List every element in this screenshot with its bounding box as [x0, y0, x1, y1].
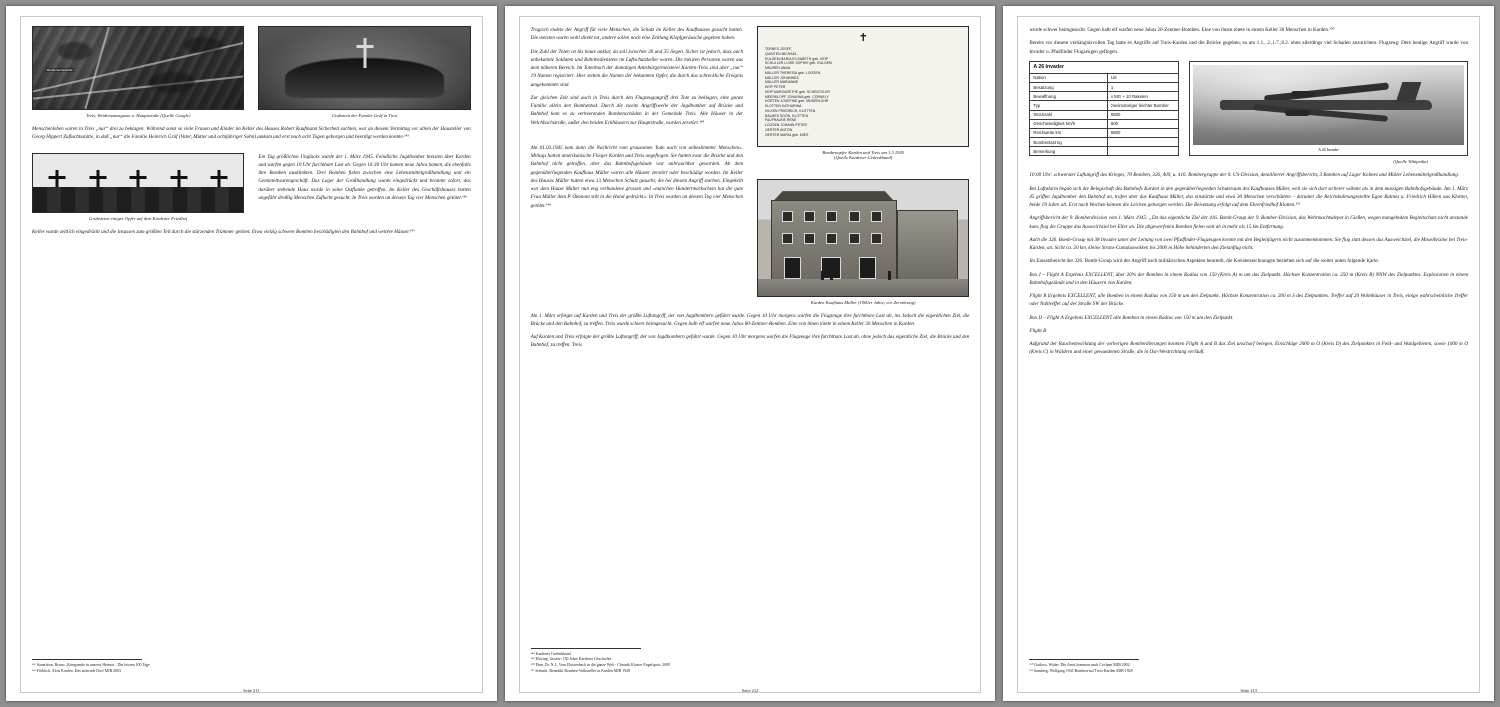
page3-paragraph-2: Bereits vor diesem verhängnisvollen Tag hatte es Angriffe auf Treis-Karden und die Brücke gegeben, so am 1.1., 2.,1.7.,8.2. ohne allerdings viel Schaden anzurichten. Flugzeug: Dere heutige Angriff wurde von Invader u. Pfadfinder Flugzeugen geflogen.: [1029, 40, 1469, 55]
crosses-ground-strip: [33, 187, 243, 211]
table-row: [1030, 147, 1179, 156]
table-cell-key: Geschwindigkeit km/h: [1030, 119, 1107, 128]
page2-paragraph-6: Auf Karden und Treis erfolgte der größte Luftangriff, der von Jagdbombern geführt wurde. Gegen 10 Uhr morgens warfen die Flugzeuge ihre furchtbare Last ab, ohne jedoch das eigentliche Ziel, die Brücke und den Bahnhof, zu treffen. Treis: [530, 334, 970, 349]
page1-paragraph-2: Ein Tag größlichen Unglücks wurde der 1. März 1945. Feindliche Jagdbomber kreisten über Karden und warfen gegen 10 Uhr furchtbare Last ab. Gegen 10:30 Uhr kamen neue Jabos kamen, die ebenfalls ihre Bomben ausklinkten. Drei Bomben fielen zwischen eine Lebensmittelgroßhandlung und ein Gemieteltwarengeschäft. Das Lager der Großhandlung wurde eingedrückt und brannte sofort, das darüber stehende Haus wurde in seine Ostflanke getroffen. Im Keller des Geschäftshauses hatten ungefähr dreißig Menschen Zuflucht gesucht. In Treis wurden an diesem Tag vier Menschen getötet.¹⁴⁶: [258, 153, 471, 201]
aerial-map-label: Weidemannsstraße: [46, 68, 73, 72]
grave-photo-caption: Grabstein der Familie Gräf in Treis: [331, 113, 398, 118]
table-cell-key: Bemerkung: [1030, 147, 1107, 156]
memorial-name: KEIP MARGARETHE geb. SCHENTZLER: [765, 89, 830, 94]
grave-photo-figure: [258, 26, 470, 118]
page2-left-column: [531, 26, 743, 312]
plane-engine: [1285, 110, 1309, 116]
table-cell-value: zweimotoriger leichter Bomber: [1107, 101, 1179, 110]
page1-right-column-top: [258, 26, 470, 125]
table-cell-value: 5800: [1107, 128, 1179, 137]
person-silhouette: [888, 271, 891, 280]
table-row: [1030, 138, 1179, 147]
page3-paragraph-7: Im Einsatzbericht der 326. Bomb-Group wird der Angriff nach militärischen Aspekten beurteilt, die Kreisbezeichnungen beziehen sich auf die weiter unten folgende Karte:: [1029, 258, 1380, 265]
memorial-card: [757, 26, 969, 147]
crosses-photo-figure: [32, 153, 244, 221]
table-cell-value: x MG + 10 Raketen: [1107, 92, 1179, 101]
memorial-name: MEURER ANNA: [765, 66, 791, 71]
aerial-photo-figure: [32, 26, 244, 118]
aerial-photo: [32, 26, 244, 110]
page2-paragraph-4: Am 01.03.1945 kam dann die Nachricht vom grausamen Tode auch von unbestimmter Menschen». Mittags hatten amerikanische Flieger Karden und Treis angeflogen. Sie hatten zwar die Brücke und den Bahnhof nicht getroffen, aber das Bahnhofsgebäude war unbrauchbar geworden. Ab dem gegenüberliegenden Kaufhaus Müller waren alle Häuser zerstört oder beschädigt worden. Im Keller des Hauses Müller hatten etwa 13 Menschen Schutz gesucht, die bei diesem Angriff starben. Eingekeilt war dem Hause Müller nun eng verbundene grossen und »manchen Hundertmarkschein hat die gute Frau Müller dem P. Ökonom still in die Hand gedrückt«. In Treis wurden an diesem Tag vier Menschen getötet.¹⁴⁹: [530, 144, 744, 209]
page3-footnotes: [1029, 659, 1468, 675]
house-photo: [757, 179, 969, 297]
memorial-name: BALMES SOON, KLOTTEN: [765, 113, 809, 118]
footnote-rule: [1029, 659, 1139, 660]
page-number: Seite 211: [243, 688, 260, 693]
memorial-name: MÜLLER THERESIA geb. LOOSEN: [765, 70, 821, 75]
memorial-name: OERTER ANTON: [765, 128, 793, 133]
footnote-item: ¹⁵⁰ Gutkow, Walter, Die Amis kommen nach Cochem MJB 2002: [1029, 663, 1130, 668]
grave-photo: [258, 26, 470, 110]
table-row: [1030, 92, 1179, 101]
crosses-photo-caption: Grabsteine einiger Opfer auf dem Kardener Friedhof: [89, 215, 188, 221]
memorial-card-caption: [757, 150, 969, 160]
page3-paragraph-11: Flight B: [1029, 327, 1047, 334]
memorial-name: TERNES JOSEF,: [765, 47, 792, 51]
aerial-blotch: [149, 72, 195, 93]
page1-paragraph-column: [258, 153, 470, 228]
cross-icon: ✝: [858, 32, 868, 44]
footnote-item: ¹⁵⁰ Pinn, Dr. N.J., Vom Flusseebach in die ganze Welt - Chronik Kloster Engelsport, 2009: [530, 663, 670, 668]
footnote-item: ¹⁵¹ Schmitt, Benedikt Bomben-Volkszeller in Karden MJB 1928: [530, 669, 631, 674]
page-number: Seite 213: [1240, 688, 1257, 693]
page3-paragraph-12: Aufgrund der Rauchentwicklung der vorherigen Bomberdierungen konnten Flight A und B das Ziel unscharf belegen. Einschläge 2000 m O (Kreis D) des Zielpunktes in Feld- und Waldgebieten, sowie 1000 m O (Kreis C) in Wäldern und einer gewundenen Straße, die in Ost-/Westrichtung verläuft.: [1029, 341, 1469, 356]
table-cell-value: [1107, 147, 1179, 156]
a26-invader-photo-label: A 26 Invader: [1318, 146, 1340, 152]
page3-paragraph-1: wurde schwer heimgesucht. Gegen halb elf warfen neue Jabos 20-Zentner-Bomben. Eine von ihnen tötete in einem Keller 30 Menschen in Karden.¹⁵⁰: [1029, 27, 1335, 33]
table-row: [1030, 101, 1179, 110]
memorial-caption-line1: Bombenopfer Karden und Treis am 1.3.1945: [822, 149, 905, 155]
memorial-name: EULGEM MARIA ELISABETH geb. KEIP: [765, 56, 829, 61]
aerial-blotch: [184, 37, 222, 53]
memorial-name: MÜLLER MARIANNE: [765, 80, 799, 85]
memorial-name: HORTEN JOSEFINE geb. MÜDERLOHR: [765, 99, 829, 104]
table-title: A 26 Invader: [1030, 61, 1179, 73]
footnote-rule: [531, 648, 641, 649]
table-cell-value: 600: [1107, 119, 1179, 128]
memorial-name: KEIP PETER: [765, 85, 786, 90]
house-street: [758, 279, 968, 295]
aerial-road-2: [80, 26, 114, 110]
page2-paragraph-5: Am 1. März erfolgte auf Karden und Treis der größte Luftangriff, der von Jagdbombern geführt wurde. Gegen 10 Uhr morgens warfen die Flugzeuge ihre furchtbare Last ab, ins Jedoch die eigentlichen Ziel, die Brücke und den Bahnhof, zu treffen. Treis wurde schwer heimgesucht. Gegen halb elf warfen neue Jabos 80-Zentner-Bomben. Eine von ihnen tötete in einem Keller 30 Menschen in Karden.: [530, 312, 970, 327]
table-cell-key: Reichweite km: [1030, 128, 1107, 137]
table-cell-value: 1: [1107, 82, 1179, 91]
page2-paragraph-1: Tragisch endete der Angriff für viele Menschen, die Schutz im Keller des Kaufhauses gesucht hatten. Die meisten waren wohl direkt tot, andere sollen noch eine Zeitlang Klopfgeräusche gegeben haben.: [530, 27, 744, 42]
footnote-item: ¹⁴⁹ Klöring, Gustav: 150 Jahre Kardener Geschichte: [530, 657, 612, 662]
person-silhouette: [830, 271, 833, 280]
table-row: [1030, 119, 1179, 128]
house-photo-caption: Karden Kaufhaus Müller (1960er Jahre, vor Zerstörung): [810, 299, 916, 305]
memorial-name: KLOTTEN KATHARINA: [765, 104, 802, 109]
memorial-caption-line2: (Quelle Kardener Gedenkband): [834, 154, 893, 160]
a26-invader-table: [1029, 61, 1179, 157]
document-page-3[interactable]: [1003, 6, 1494, 701]
a26-invader-photo-figure: [1189, 61, 1468, 156]
page2-footnotes: [531, 648, 970, 675]
house-facade-side: [897, 210, 958, 287]
memorial-name: SCHULLER LUISE SOPHIE geb. EULGEM: [765, 61, 832, 66]
table-row: [1030, 73, 1179, 82]
house-photo-figure: [757, 179, 969, 305]
a26-invader-photo: [1193, 65, 1464, 145]
person-silhouette: [821, 271, 824, 280]
memorial-name: QUINTEN MICHAEL,: [765, 51, 798, 56]
table-cell-key: Nation: [1030, 73, 1107, 82]
page3-paragraph-4: Bei Luftalarm begab sich die Belegschaft des Bahnhofs Karden in den gegenüberliegenden Schutzraum des Kaufhauses Müller, weil sie sich dort sicherer wähnte als in dem massigen Bahnhofsgebäude. Am 1. März 45 griffen Jagdbomber den Bahnhof an, trafen aber das Kaufhaus Müller, das einstürzte und etwa 30 Menschen verschüttete – darunter die Reichsbahnangestellte Egon Balmes u. Friedrich Hilken aus Klotten, beide 19 Jahre alt. Erst nach Wochen können die Leichen geborgen werden. Die Beisetzung erfolgt auf dem Ehrenfriedhof Klotten.¹⁵¹: [1029, 185, 1469, 209]
page3-paragraph-3: 10:00 Uhr: schwerster Luftangriff des Krieges, 70 Bomben, 326, 409, u. 416. Bombergruppe der 9. US-Division, detaillierter Angriffsbericht, 3 Bomben auf Lager Kolmes und Müller Lebensmittelgroßhandlung.: [1029, 172, 1460, 179]
page3-paragraph-5: Angriffsbericht der 9. Bomberdivision vom 1. März 1945: „Da das eigentliche Ziel der 416. Bomb-Group der 9. Bomber-Division, das Wehrmachtsdepot in Gießen, wegen mangelndem Begleitschutz nicht anstande kam, flog die Gruppe das Ausweichziel bei Eller an. Die abgeworfenen Bomben fielen weit ab in mehr als 15 km Entfernung.: [1029, 215, 1469, 230]
table-cell-key: Typ: [1030, 101, 1107, 110]
footnote-item: ¹⁴⁵ Sauerborn, Bruno „Kriegsende in unserer Heimat – Die letzten 100 Tage: [32, 663, 150, 668]
grave-cross-icon: [363, 38, 366, 68]
memorial-name: MEERKLOPF JOHANNA geb. CORNELY: [765, 94, 829, 99]
document-page-2[interactable]: [505, 6, 996, 701]
crosses-photo: [32, 153, 244, 213]
table-cell-key: Stückzahl: [1030, 110, 1107, 119]
table-row: [1030, 61, 1179, 73]
footnote-item: ¹⁵¹ Samberg, Wolfgang 1945 Bomben auf Treis-Karden MJB 1928: [1029, 669, 1133, 674]
table-cell-value: 5500: [1107, 110, 1179, 119]
table-row: [1030, 128, 1179, 137]
memorial-card-figure: [757, 26, 969, 160]
memorial-name: HILKEN FRIEDRICH, KLOTTEN: [765, 108, 816, 113]
a26-invader-photo-source: (Quelle Wikipedia): [1393, 159, 1429, 165]
memorial-name: OERTER MARIA geb. MIES: [765, 132, 809, 137]
page3-paragraph-6: Auch die 326. Bomb-Group mit 38 Invader unter der Leitung von zwei Pfadfinder-Flugzeugen konnte mit den Begleitjägern nicht zusammenkommen. Sie flog statt dessen das Ausweichziel, die Moselbrücke bei Treis-Karden, an. Sicht ca. 20 km, kleine Strato-Cumuluswolken bis 2000 m Höhe behinderten den Zielanflug nicht.: [1029, 236, 1469, 252]
page1-paragraph-1: Menschenleben waren in Treis „nur“ drei zu beklagen. Während sonst so viele Frauen und Kinder im Keller des Hauses Robert Kaufmann Sicherheit suchten, war an diesem Vormittag vor allem der Hausteller von Georg Hippert Zufluchtsstätte, in daß „nur“ die Familie Heinrich Gräf (Vater, Mutter und achtjähriger Sohn) umkam und erst nach acht Tagen geborgen und beerdigt werden konnte.¹⁴⁵: [32, 126, 471, 141]
page1-crosses-column: [32, 153, 244, 228]
footnote-item: ¹⁴⁶ Fröhlich, Alois Karden: Das zitternde Dorf MJB 2003: [32, 669, 121, 674]
page1-footnotes: [32, 659, 471, 675]
page2-right-column: [757, 26, 969, 312]
table-cell-key: Besatzung: [1030, 82, 1107, 91]
table-row: [1030, 110, 1179, 119]
a26-section: [1029, 61, 1468, 157]
plane-engine: [1291, 91, 1315, 97]
page2-paragraph-3: Zur gleichen Zeit sind auch in Treis durch den Flugzeugangriff drei Tote zu beklagen, eine ganze Familie allein den Bombentod. Durch die zweite Angriffswelle der Jagdbomber auf Brücke und Bahnhof kam es zu verheerenden Bombenschäden in der Gemeinde Treis. Alle Häuser in der Welchbachstraße, außer den beiden Eckhäusern zur Hauptstraße, wurden zerstört.¹⁴⁸: [530, 94, 744, 126]
table-row: [1030, 82, 1179, 91]
table-cell-value: US: [1107, 73, 1179, 82]
page1-paragraph-3: Keller wurde zeitlich eingedrückt und die Insassen zum größten Teil durch die stürzenden Trümmer getötet. Etwa vielzig schwere Bomben beschädigten den Bahnhof und weitere Häuser.¹⁴⁷: [32, 228, 415, 235]
aerial-blotch: [58, 42, 92, 60]
memorial-name: LOOSEN JOHANN PETER: [765, 123, 808, 128]
aerial-photo-caption: Treis, Weidemannsgasse u. Hauptstraße (Quelle Google): [85, 113, 191, 118]
house-facade-main: [771, 200, 897, 286]
page2-paragraph-2: Die Zahl der Toten ist bis heute unklar, da soll zwischen 30 und 35 liegen. Sicher ist jedoch, dass auch unbekannte Soldaten und Bahnbedienstete im Luftschutzkeller waren. Die meisten Personen waren aus dem näheren Bereich. Im Totenbuch der damaligen Amtsbürgermeisterei Karden-Treis sind aber „nur“ 19 Namen registriert. Hier stehen die Namen der bekannten Opfer, die durch das schreckliche Ereignis umgekommen sind.: [530, 48, 744, 88]
memorial-name: MÜLLER JOHANNES: [765, 75, 799, 80]
table-cell-value: [1107, 138, 1179, 147]
memorial-names-list: [765, 47, 961, 138]
page3-paragraph-10: Box II – Flight A Ergebnis EXCELLENT alle Bomben in einem Radius von 150 m um den Zielpunkt.: [1029, 314, 1234, 321]
memorial-name: FAUFRAUNE RENÉ: [765, 118, 797, 123]
page1-left-column: [32, 26, 244, 125]
table-cell-key: Bombenlast kg: [1030, 138, 1107, 147]
footnote-item: ¹⁴⁸ Kardener Gedenkband: [530, 651, 571, 656]
footnote-rule: [32, 659, 142, 660]
aerial-road-3: [32, 72, 244, 101]
page-number: Seite 212: [741, 688, 759, 693]
document-page-1[interactable]: [6, 6, 497, 701]
table-cell-key: Bewaffnung: [1030, 92, 1107, 101]
page3-paragraph-9: Flight B Ergebnis EXCELLENT, alle Bomben in einem Radius von 150 m um den Zielpunkt. Höchste Konzentration ca. 200 m S des Zielpunktes. Treffer auf 20 Wohnhäuser in Treis, einige wahrscheinliche Treffer oder Nahtreffer auf der Straße SW der Brücke.: [1029, 293, 1469, 308]
page3-paragraph-8: Box I – Flight A Ergebnis EXCELLENT, über 20% der Bomben in einem Radius von 150 (Kreis A) m um das Zielpunkt. Höchste Konzentration ca. 250 m (Kreis B) NNW des Zielpunktes. Explosionen in einem Bahnhofsgelände und in den Häusern von Karden.: [1029, 271, 1469, 286]
